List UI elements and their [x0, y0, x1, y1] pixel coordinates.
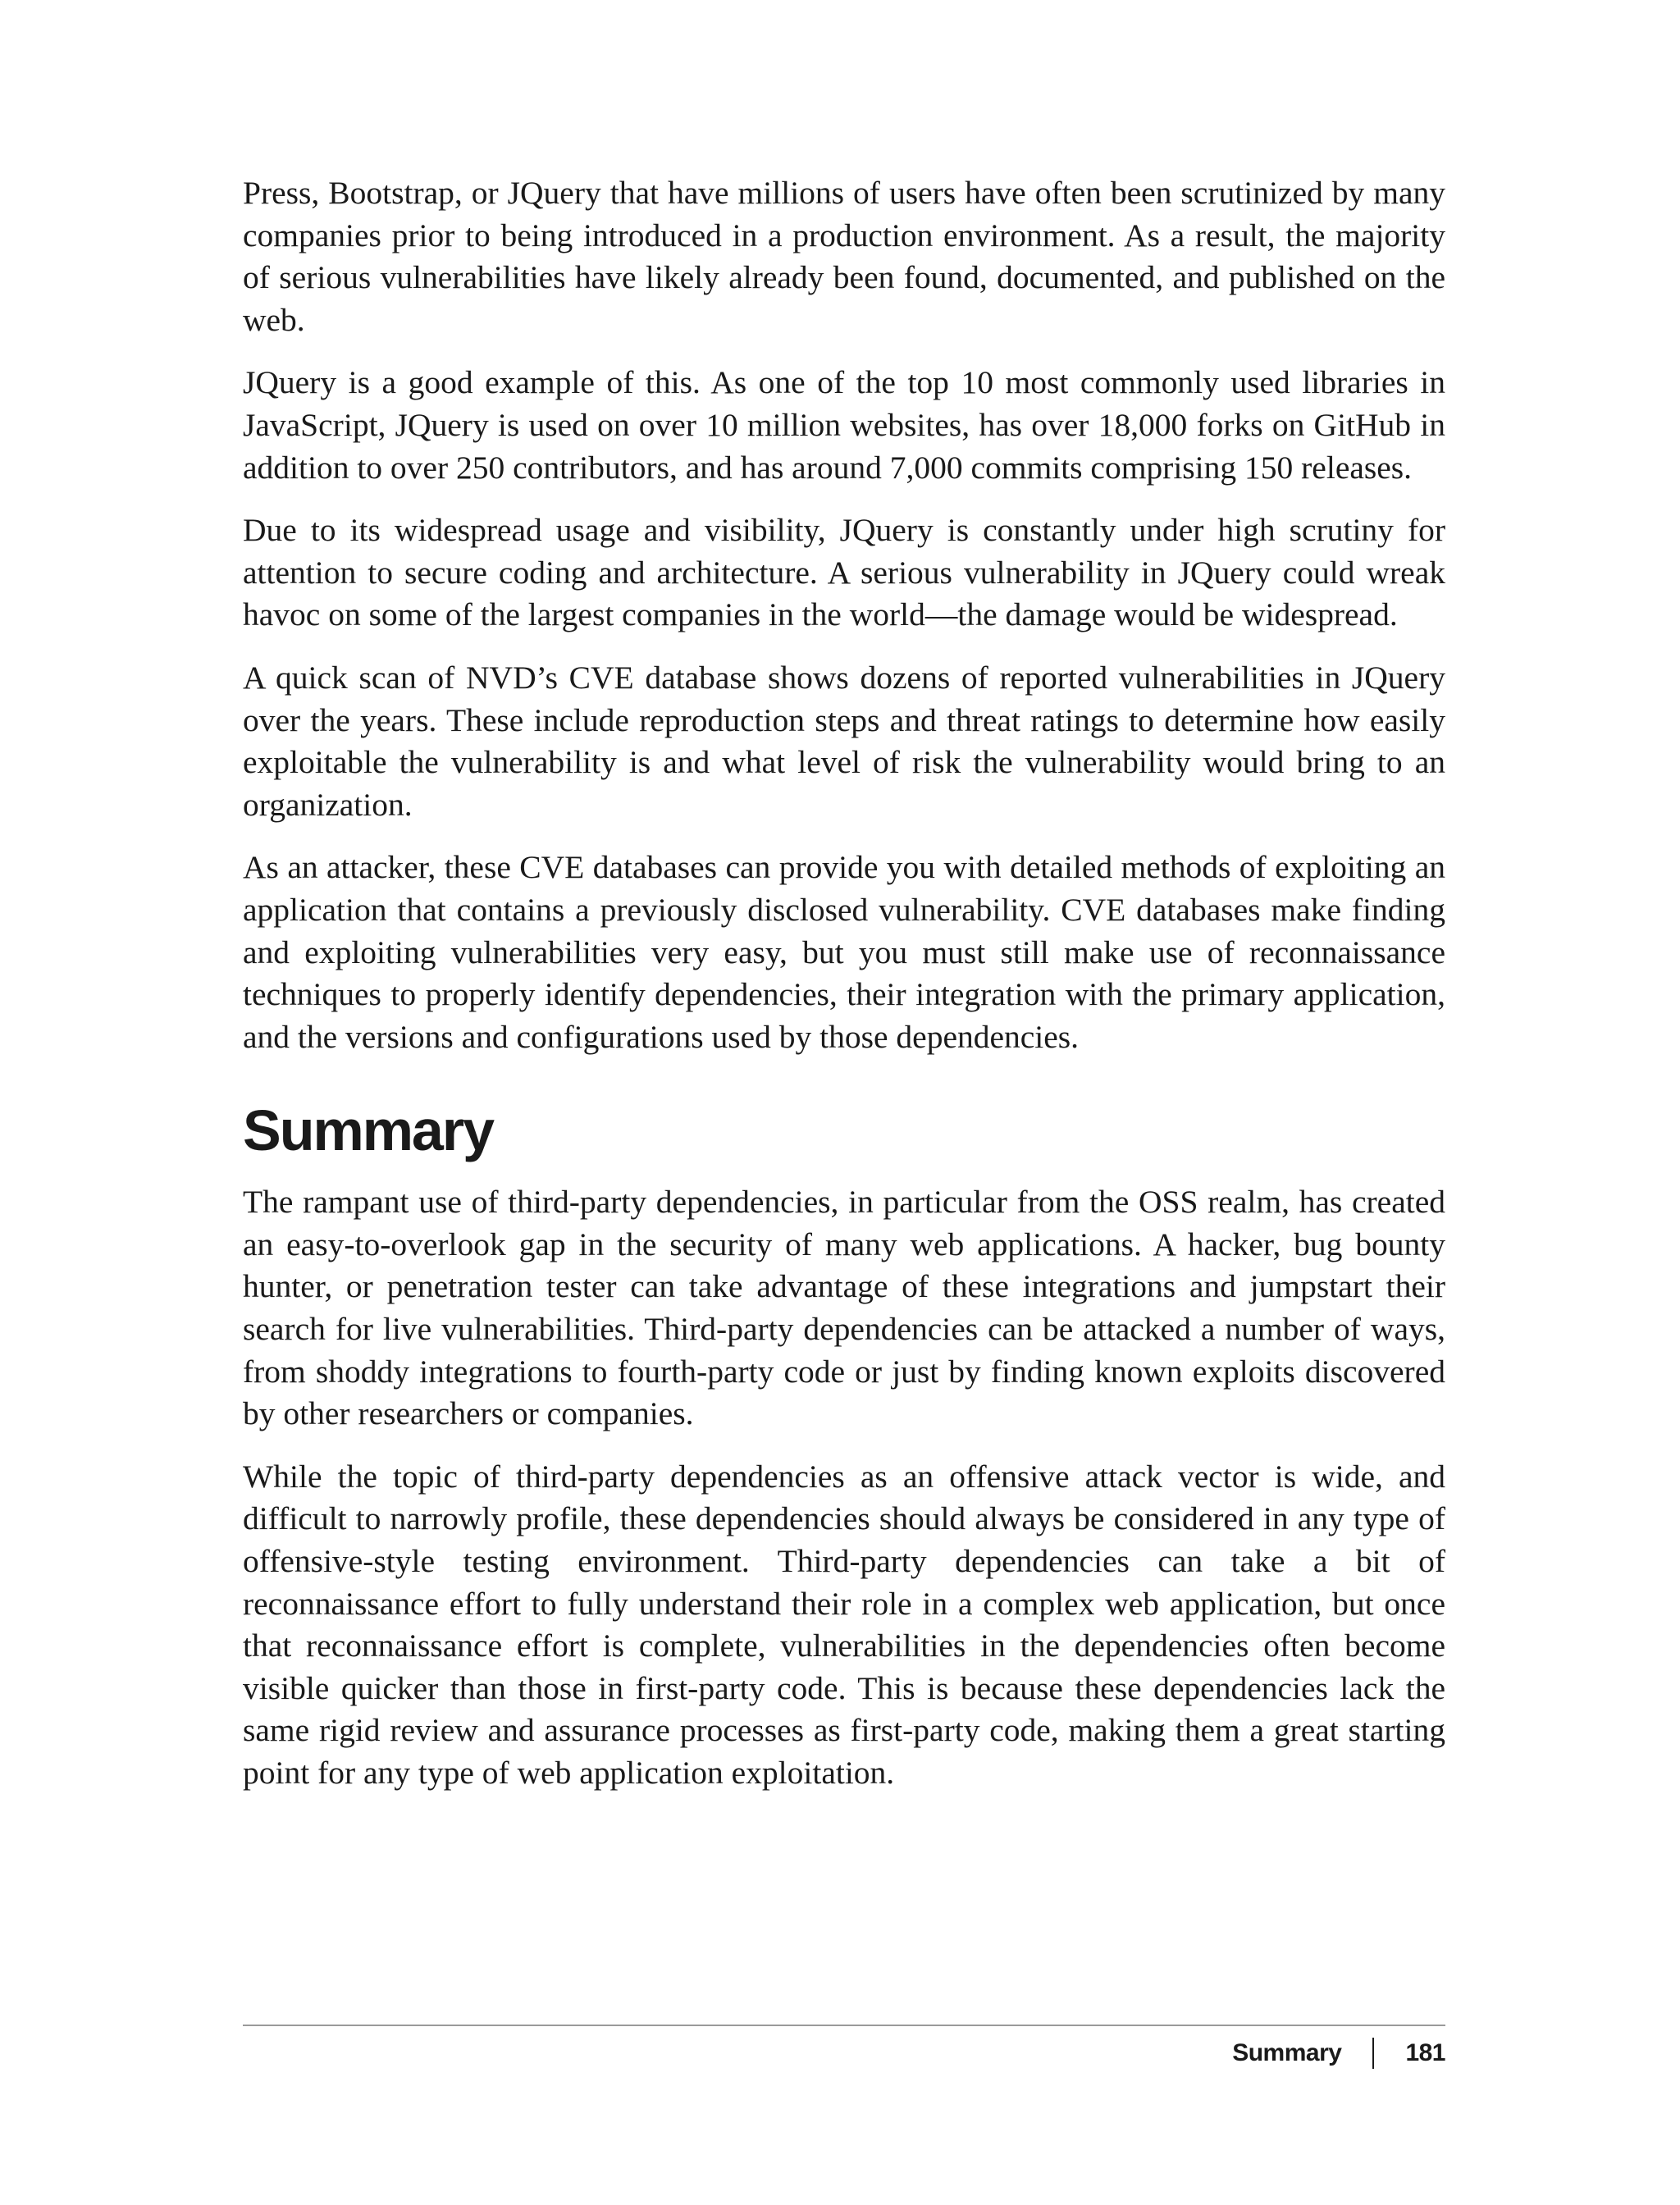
body-paragraph: As an attacker, these CVE databases can provide you with detailed methods of exploiting an application that contains a previously disclosed vulnerability. CVE databases make finding and exploiting vulnerabilities very easy, but you must still make use of reconnaissance techniques to properly identify dependencies, their integration with the primary application, and the versions and configurations used by those dependencies.	[243, 849, 1445, 1055]
page-number: 181	[1405, 2039, 1445, 2066]
body-paragraph: Press, Bootstrap, or JQuery that have millions of users have often been scrutinized by many companies prior to being introduced in a production environment. As a result, the majority of serious vulnerabilities have likely already been found, documented, and published on the web.	[243, 175, 1445, 338]
text-column	[243, 172, 1445, 1815]
body-paragraph: The rampant use of third-party dependencies, in particular from the OSS realm, has created an easy-to-overlook gap in the security of many web applications. A hacker, bug bounty hunter, or penetration tester can take advantage of these integrations and jumpstart their search for live vulnerabilities. Third-party dependencies can be attacked a number of ways, from shoddy integrations to fourth-party code or just by finding known exploits discovered by other researchers or companies.	[243, 1184, 1445, 1432]
section-heading: Summary	[243, 1098, 494, 1163]
body-paragraph: A quick scan of NVD’s CVE database shows dozens of reported vulnerabilities in JQuery over the years. These include reproduction steps and threat ratings to determine how easily exploitable the vulnerability is and what level of risk the vulnerability would bring to an organization.	[243, 659, 1445, 823]
body-paragraph: Due to its widespread usage and visibility, JQuery is constantly under high scrutiny for attention to secure coding and architecture. A serious vulnerability in JQuery could wreak havoc on some of the largest companies in the world—the damage would be widespread.	[243, 512, 1445, 633]
page-footer	[1232, 2025, 1445, 2082]
body-paragraph: JQuery is a good example of this. As one of the top 10 most commonly used libraries in JavaScript, JQuery is used on over 10 million websites, has over 18,000 forks on GitHub in addition to over 250 contributors, and has around 7,000 commits comprising 150 releases.	[243, 364, 1445, 486]
footer-section-name: Summary	[1232, 2039, 1342, 2066]
footer-separator	[1372, 2038, 1374, 2069]
body-paragraph: While the topic of third-party dependencies as an offensive attack vector is wide, and difficult to narrowly profile, these dependencies should always be considered in any type of offensive-style testing environment. Third-party dependencies can take a bit of reconnaissance effort to fully understand their role in a complex web application, but once that reconnaissance effort is complete, vulnerabilities in the dependencies often become visible quicker than those in first-party code. This is because these dependencies lack the same rigid review and assurance processes as first-party code, making them a great starting point for any type of web application exploitation.	[243, 1458, 1445, 1791]
